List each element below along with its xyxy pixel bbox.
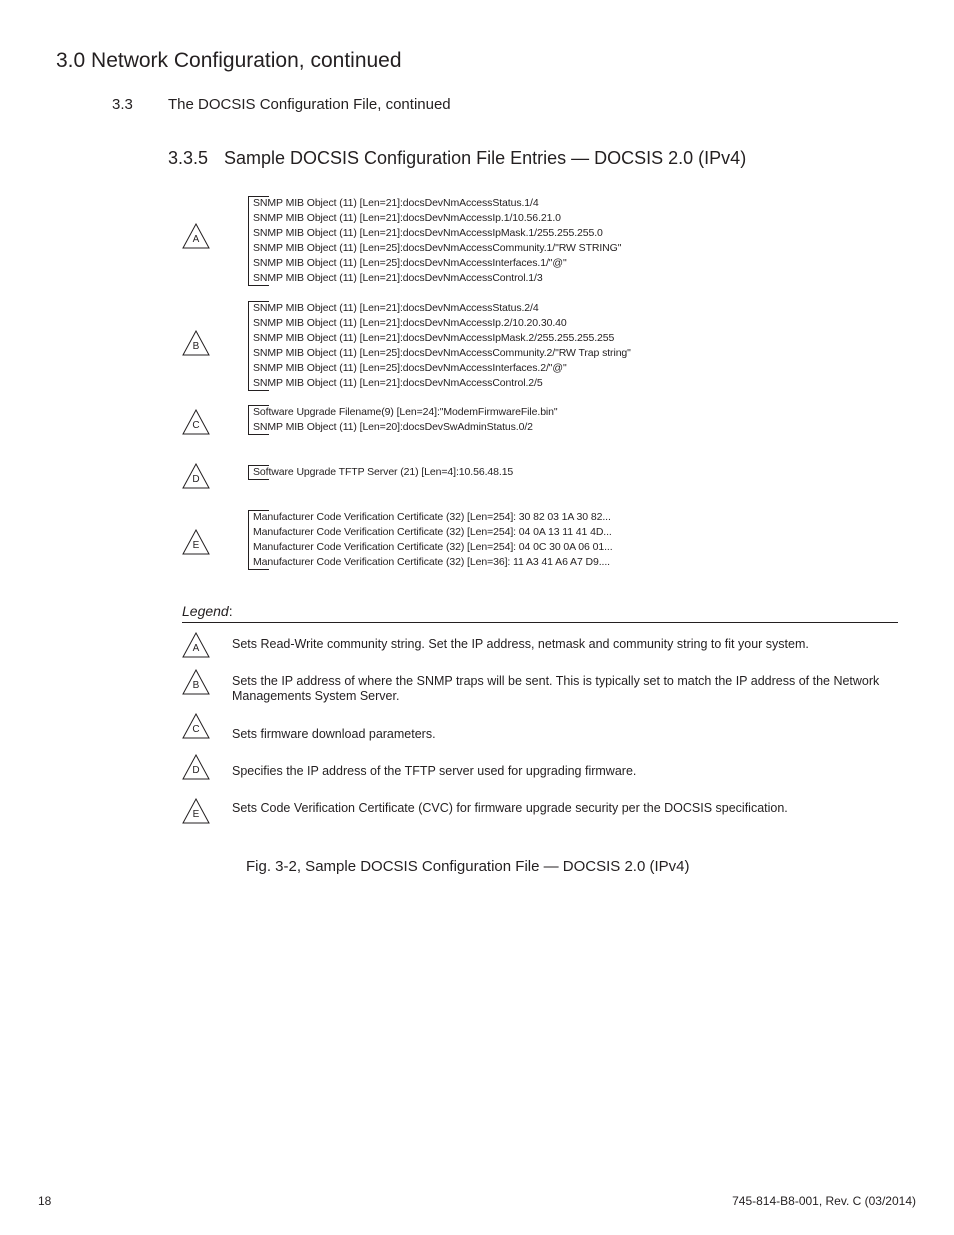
document-id: 745-814-B8-001, Rev. C (03/2014) [732, 1194, 916, 1208]
config-line: SNMP MIB Object (11) [Len=21]:docsDevNmAccessIp.1/10.56.21.0 [253, 212, 561, 224]
config-line: Manufacturer Code Verification Certificate (32) [Len=254]: 04 0A 13 11 41 4D... [253, 526, 612, 538]
legend-title: Legend: [182, 603, 233, 619]
config-line: Software Upgrade Filename(9) [Len=24]:"ModemFirmwareFile.bin" [253, 406, 558, 418]
config-line: SNMP MIB Object (11) [Len=21]:docsDevNmAccessControl.1/3 [253, 272, 543, 284]
legend-d-triangle-icon: D [182, 754, 210, 780]
legend-text-c: Sets firmware download parameters. [232, 727, 436, 741]
config-line: SNMP MIB Object (11) [Len=21]:docsDevNmAccessStatus.1/4 [253, 197, 539, 209]
marker-c-triangle-icon: C [182, 409, 210, 435]
legend-text-b: Sets the IP address of where the SNMP traps will be sent. This is typically set to match the IP address of the Network Managements System Server. [232, 674, 880, 703]
config-line: Manufacturer Code Verification Certificate (32) [Len=254]: 04 0C 30 0A 06 01... [253, 541, 613, 553]
marker-b-triangle-icon: B [182, 330, 210, 356]
page-number: 18 [38, 1194, 52, 1208]
config-line: SNMP MIB Object (11) [Len=21]:docsDevNmAccessIpMask.2/255.255.255.255 [253, 332, 615, 344]
legend-e-triangle-icon: E [182, 798, 210, 824]
legend-b-triangle-icon: B [182, 669, 210, 695]
legend-text-a: Sets Read-Write community string. Set the IP address, netmask and community string to fit your system. [232, 637, 809, 651]
legend-text-d: Specifies the IP address of the TFTP server used for upgrading firmware. [232, 764, 637, 778]
config-line: SNMP MIB Object (11) [Len=21]:docsDevNmAccessStatus.2/4 [253, 302, 539, 314]
config-line: Manufacturer Code Verification Certificate (32) [Len=36]: 11 A3 41 A6 A7 D9.... [253, 556, 610, 568]
config-line: Manufacturer Code Verification Certificate (32) [Len=254]: 30 82 03 1A 30 82... [253, 511, 611, 523]
config-block-d [248, 465, 513, 480]
config-line: SNMP MIB Object (11) [Len=25]:docsDevNmAccessInterfaces.2/"@" [253, 362, 567, 374]
legend-divider [182, 622, 898, 623]
config-block-e [248, 510, 613, 570]
marker-e-triangle-icon: E [182, 529, 210, 555]
config-line: SNMP MIB Object (11) [Len=25]:docsDevNmAccessInterfaces.1/"@" [253, 257, 567, 269]
subsection-heading [168, 146, 746, 170]
config-line: SNMP MIB Object (11) [Len=20]:docsDevSwAdminStatus.0/2 [253, 421, 533, 433]
config-line: Software Upgrade TFTP Server (21) [Len=4]:10.56.48.15 [253, 466, 514, 478]
config-line: SNMP MIB Object (11) [Len=25]:docsDevNmAccessCommunity.2/"RW Trap string" [253, 347, 631, 359]
config-block-c [248, 405, 558, 435]
config-line: SNMP MIB Object (11) [Len=21]:docsDevNmAccessIpMask.1/255.255.255.0 [253, 227, 603, 239]
page-title: 3.0 Network Configuration, continued [56, 49, 402, 72]
config-line: SNMP MIB Object (11) [Len=21]:docsDevNmAccessIp.2/10.20.30.40 [253, 317, 567, 329]
legend-c-triangle-icon: C [182, 713, 210, 739]
section-title: The DOCSIS Configuration File, continued [168, 96, 451, 113]
marker-a-triangle-icon: A [182, 223, 210, 249]
legend-a-triangle-icon: A [182, 632, 210, 658]
legend-text-e: Sets Code Verification Certificate (CVC) for firmware upgrade security per the DOCSIS specification. [232, 801, 788, 815]
marker-d-triangle-icon: D [182, 463, 210, 489]
subsection-number: 3.3.5 [168, 148, 209, 168]
figure-caption: Fig. 3-2, Sample DOCSIS Configuration File — DOCSIS 2.0 (IPv4) [246, 858, 690, 875]
config-block-b [248, 301, 631, 391]
subsection-title: Sample DOCSIS Configuration File Entries — DOCSIS 2.0 (IPv4) [224, 148, 747, 168]
config-block-a [248, 196, 621, 286]
section-number: 3.3 [112, 96, 133, 113]
config-line: SNMP MIB Object (11) [Len=21]:docsDevNmAccessControl.2/5 [253, 377, 543, 389]
config-line: SNMP MIB Object (11) [Len=25]:docsDevNmAccessCommunity.1/"RW STRING" [253, 242, 622, 254]
